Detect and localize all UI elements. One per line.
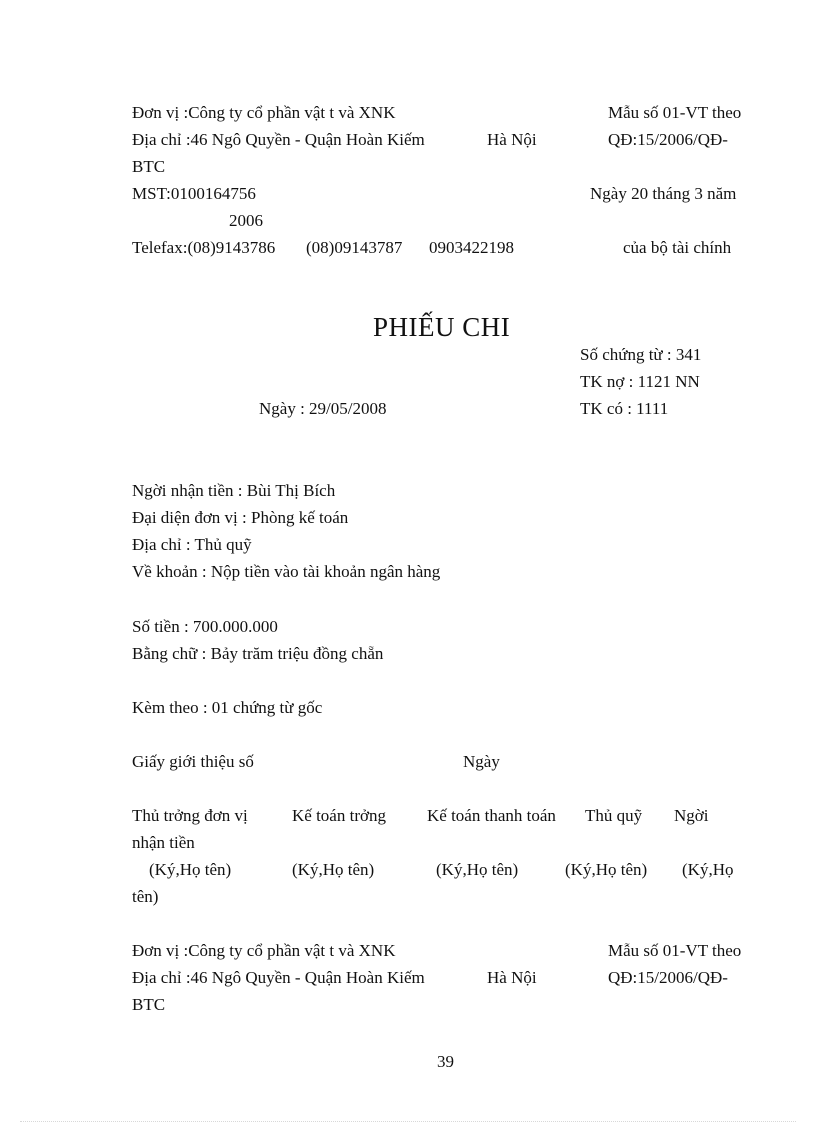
unit-city: Hà Nội <box>487 968 537 987</box>
decision-number-cont: BTC <box>132 995 166 1014</box>
attachments: Kèm theo : 01 chứng từ gốc <box>132 698 323 717</box>
decision-number: QĐ:15/2006/QĐ- <box>608 130 728 149</box>
representative: Đại diện đơn vị : Phòng kế toán <box>132 508 349 527</box>
document-number: Số chứng từ : 341 <box>580 345 702 364</box>
referral-date: Ngày <box>463 752 500 771</box>
page-number: 39 <box>437 1052 454 1071</box>
decision-year: 2006 <box>229 211 263 230</box>
signature-note: (Ký,Họ tên) <box>292 860 375 879</box>
signature-role: Kế toán trởng <box>292 806 386 825</box>
phone-3: 0903422198 <box>429 238 514 257</box>
unit-name: Đơn vị :Công ty cổ phần vật t và XNK <box>132 103 396 122</box>
decision-number: QĐ:15/2006/QĐ- <box>608 968 728 987</box>
voucher-title: PHIẾU CHI <box>373 312 511 342</box>
telefax: Telefax:(08)9143786 <box>132 238 276 257</box>
phone-2: (08)09143787 <box>306 238 403 257</box>
credit-account: TK có : 1111 <box>580 399 669 418</box>
payee-address: Địa chỉ : Thủ quỹ <box>132 535 252 554</box>
amount-in-words: Bằng chữ : Bảy trăm triệu đồng chẵn <box>132 644 384 663</box>
signature-note: (Ký,Họ tên) <box>436 860 519 879</box>
signature-role: Ngời <box>674 806 709 825</box>
unit-name: Đơn vị :Công ty cổ phần vật t và XNK <box>132 941 396 960</box>
unit-address: Địa chỉ :46 Ngô Quyền - Quận Hoàn Kiếm <box>132 130 425 149</box>
signature-role: Thủ trởng đơn vị <box>132 806 248 825</box>
signature-note: (Ký,Họ tên) <box>565 860 648 879</box>
referral-letter: Giấy giới thiệu số <box>132 752 254 771</box>
decision-date: Ngày 20 tháng 3 năm <box>590 184 737 203</box>
payee: Ngời nhận tiền : Bùi Thị Bích <box>132 481 336 500</box>
page-bottom-rule <box>20 1121 796 1122</box>
form-number: Mẫu số 01-VT theo <box>608 941 742 960</box>
voucher-date: Ngày : 29/05/2008 <box>259 399 387 418</box>
signature-note: (Ký,Họ <box>682 860 734 879</box>
signature-note: (Ký,Họ tên) <box>149 860 232 879</box>
amount: Số tiền : 700.000.000 <box>132 617 278 636</box>
signature-role-cont: nhận tiền <box>132 833 195 852</box>
unit-address: Địa chỉ :46 Ngô Quyền - Quận Hoàn Kiếm <box>132 968 425 987</box>
tax-code: MST:0100164756 <box>132 184 256 203</box>
signature-note-cont: tên) <box>132 887 159 906</box>
form-number: Mẫu số 01-VT theo <box>608 103 742 122</box>
signature-role: Thủ quỹ <box>585 806 643 825</box>
signature-role: Kế toán thanh toán <box>427 806 556 825</box>
debit-account: TK nợ : 1121 NN <box>580 372 700 391</box>
ministry-label: của bộ tài chính <box>623 238 732 257</box>
decision-number-cont: BTC <box>132 157 166 176</box>
payment-purpose: Về khoản : Nộp tiền vào tài khoản ngân hàng <box>132 562 441 581</box>
unit-city: Hà Nội <box>487 130 537 149</box>
